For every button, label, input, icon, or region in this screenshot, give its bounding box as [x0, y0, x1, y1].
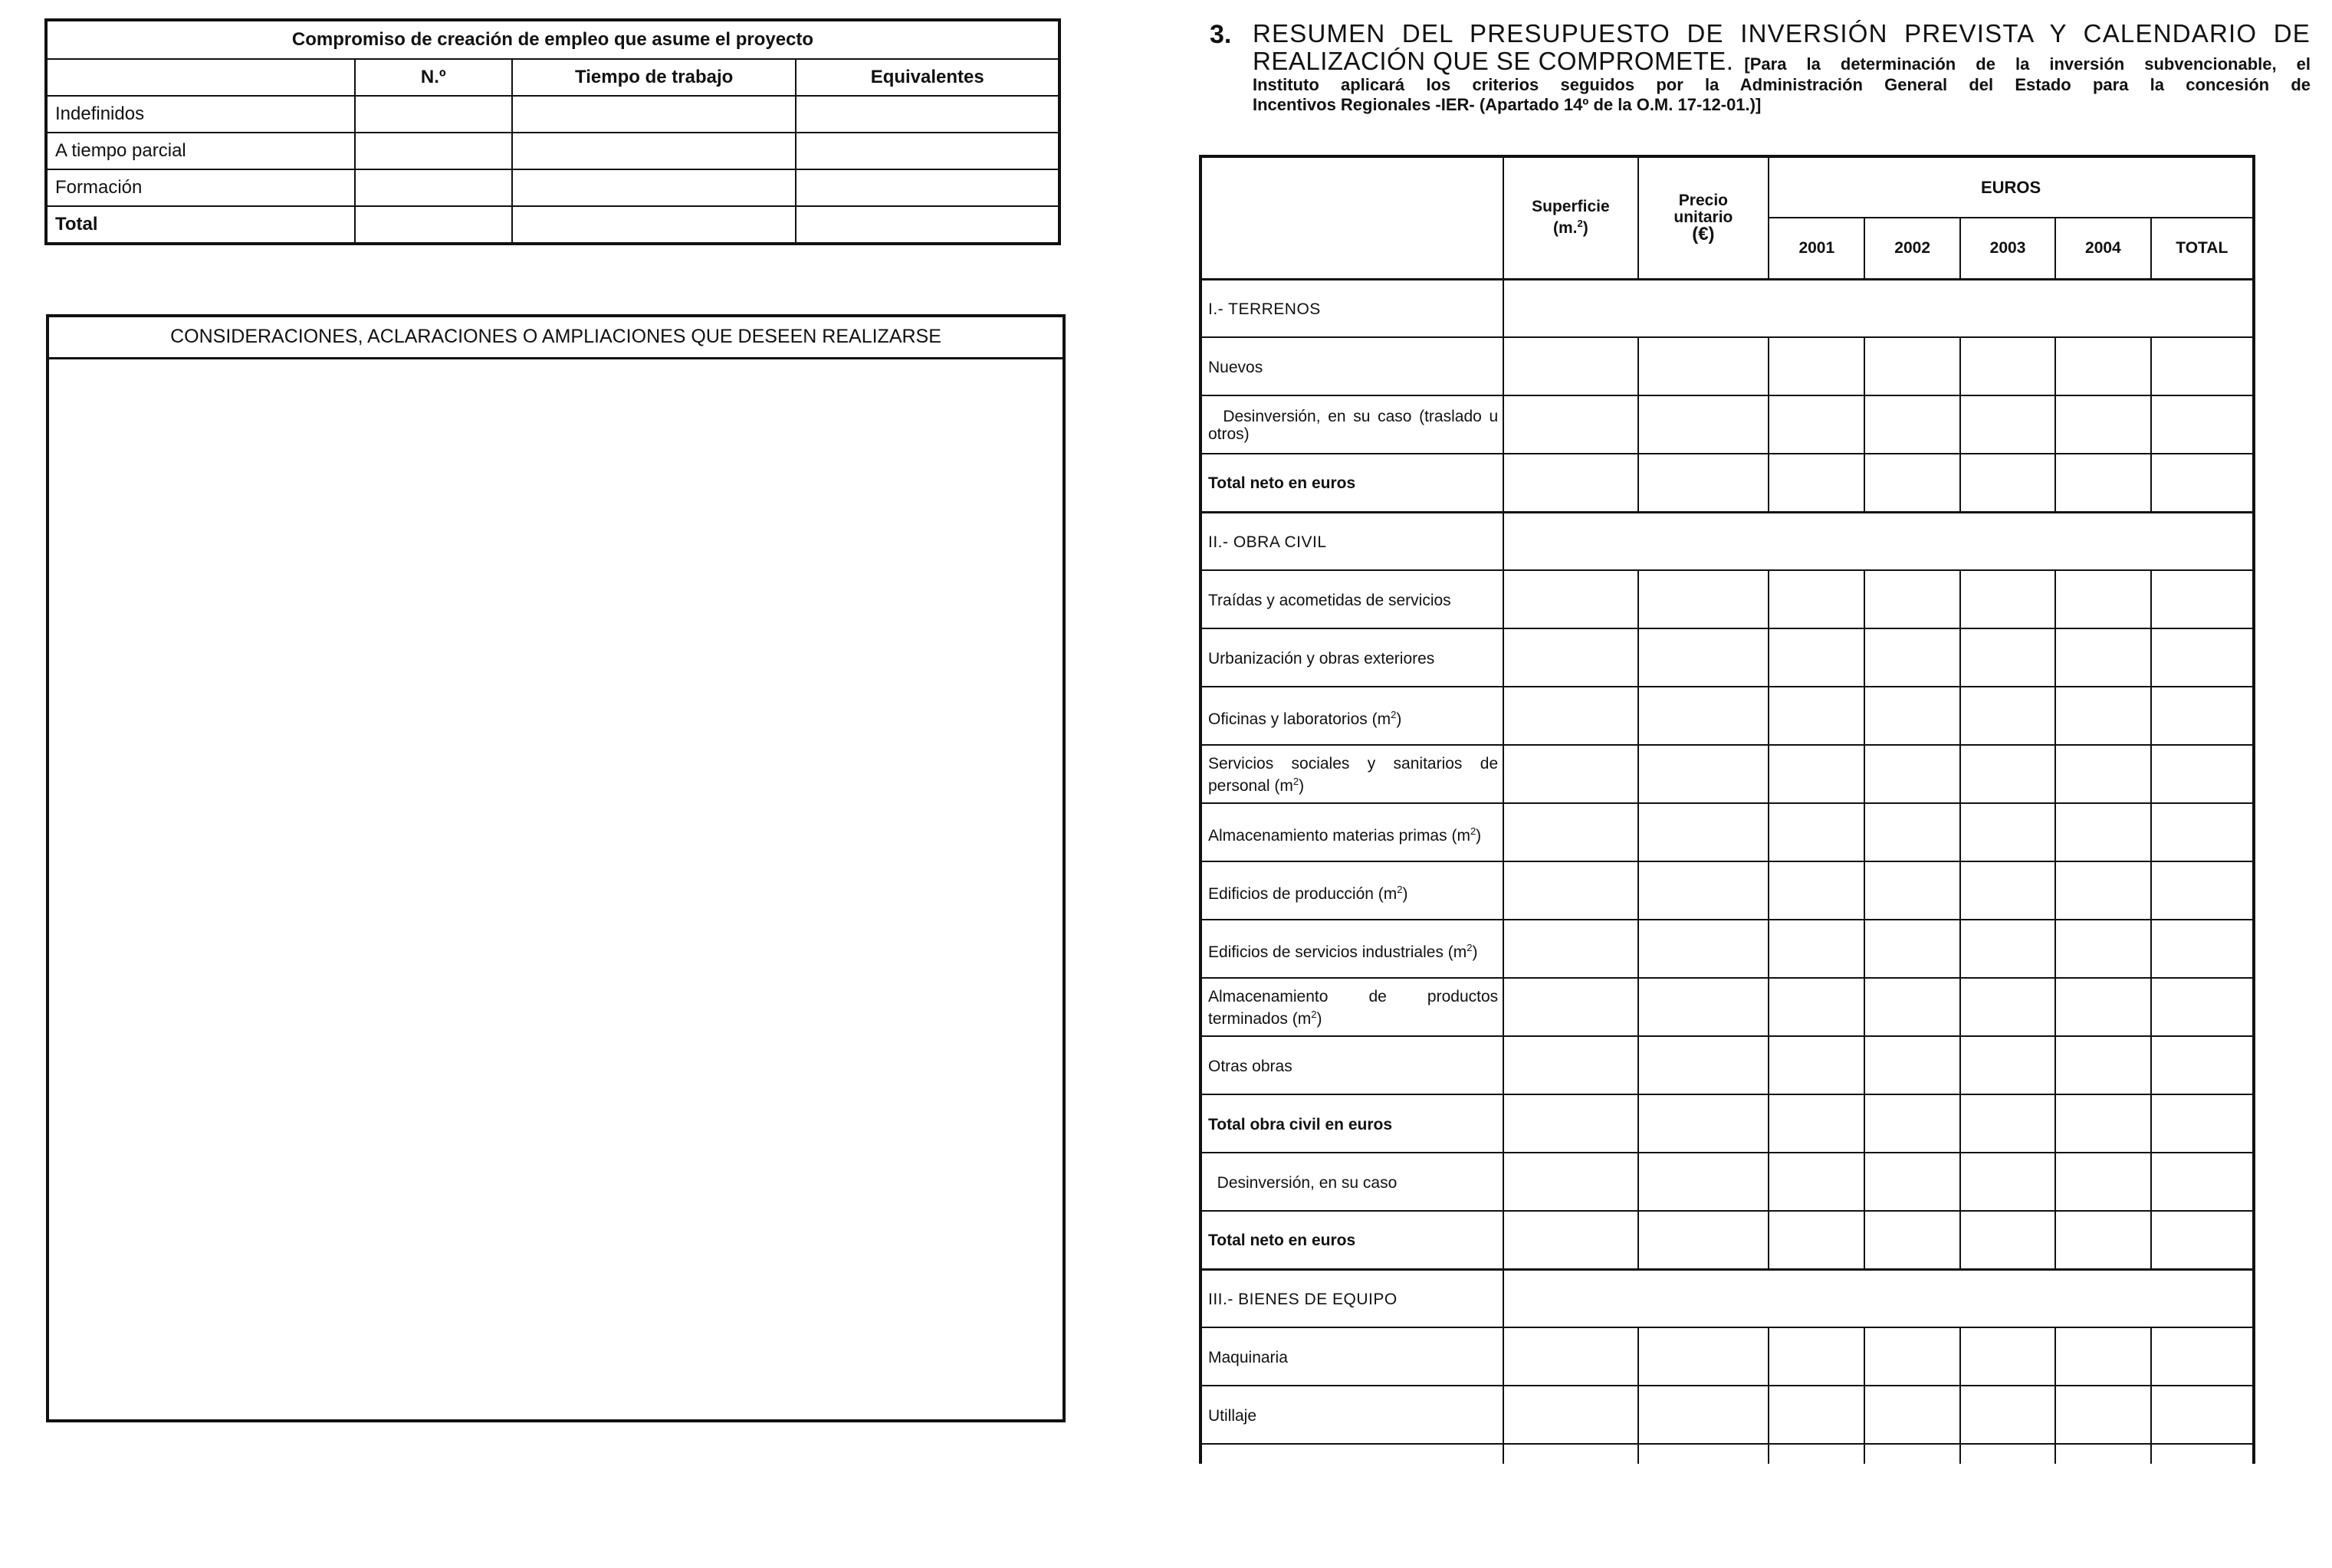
section-number: 3. [1210, 20, 1232, 49]
investment-budget-table [1199, 155, 2255, 1464]
unit-price-cell[interactable] [1638, 1036, 1769, 1094]
year-2004-cell[interactable] [2055, 1211, 2150, 1269]
row-label-text: II.- OBRA CIVIL [1208, 533, 1327, 551]
year-total-cell[interactable] [2151, 687, 2254, 745]
row-label-sup: 2 [1292, 776, 1299, 787]
year-2004-cell[interactable] [2055, 395, 2150, 454]
euros-header: EUROS [1769, 156, 2254, 218]
year-2003-cell[interactable] [1960, 745, 2055, 803]
cut-off-row [1200, 1444, 2254, 1464]
row-label-text: Desinversión, en su caso [1208, 1173, 1398, 1192]
year-2002-cell[interactable] [1864, 803, 1959, 861]
year-2003-cell[interactable] [1960, 1094, 2055, 1153]
row-label [1200, 1386, 1503, 1444]
row-label [1200, 395, 1503, 454]
section-title-line2 [1253, 48, 2311, 75]
year-2001-cell[interactable] [1769, 803, 1864, 861]
section-blank-cell [1503, 512, 2254, 570]
item-row [1200, 337, 2254, 395]
unit-price-cell[interactable] [1638, 803, 1769, 861]
year-2001-cell[interactable] [1769, 745, 1864, 803]
year-2002-cell[interactable] [1864, 1327, 1959, 1386]
row-label [1200, 861, 1503, 920]
row-label [1200, 279, 1503, 337]
cut-off-cell [1503, 1444, 1638, 1464]
row-label-text: Total neto en euros [1208, 474, 1356, 493]
year-2004-cell[interactable] [2055, 803, 2150, 861]
considerations-box [46, 314, 1066, 1422]
employment-row-label: Formación [46, 169, 355, 206]
year-2003-cell[interactable] [1960, 395, 2055, 454]
unit-price-cell[interactable] [1638, 1327, 1769, 1386]
year-2002-cell[interactable] [1864, 1211, 1959, 1269]
surface-unit: (m. [1553, 219, 1578, 238]
year-2003-cell[interactable] [1960, 978, 2055, 1036]
row-label [1200, 803, 1503, 861]
row-label [1200, 512, 1503, 570]
year-2001-cell[interactable] [1769, 1386, 1864, 1444]
year-total-cell[interactable] [2151, 395, 2254, 454]
unit-price-cell[interactable] [1638, 337, 1769, 395]
year-2004-cell[interactable] [2055, 337, 2150, 395]
price-unit: (€) [1692, 223, 1715, 244]
row-label-text: Edificios de servicios industriales (m [1208, 943, 1467, 961]
year-total-cell[interactable] [2151, 745, 2254, 803]
unit-price-header [1638, 156, 1769, 279]
year-total-cell[interactable] [2151, 978, 2254, 1036]
row-label-sup: 2 [1397, 883, 1403, 895]
cut-off-cell [1960, 1444, 2055, 1464]
employment-cell-equivalents[interactable] [796, 169, 1059, 206]
row-label-close: ) [1299, 777, 1305, 795]
row-label-text: Urbanización y obras exteriores [1208, 649, 1435, 668]
employment-cell-work-time[interactable] [512, 96, 796, 133]
year-2002-cell[interactable] [1864, 570, 1959, 628]
year-2004-header: 2004 [2055, 218, 2150, 279]
year-2001-cell[interactable] [1769, 1327, 1864, 1386]
year-2001-cell[interactable] [1769, 861, 1864, 920]
item-row [1200, 687, 2254, 745]
year-total-cell[interactable] [2151, 570, 2254, 628]
employment-cell-equivalents[interactable] [796, 206, 1059, 244]
row-label [1200, 978, 1503, 1036]
surface-unit-sup: 2 [1577, 218, 1583, 230]
employment-cell-work-time[interactable] [512, 169, 796, 206]
surface-cell[interactable] [1503, 920, 1638, 978]
year-total-cell[interactable] [2151, 1327, 2254, 1386]
row-label-text: Otras obras [1208, 1057, 1292, 1075]
section-note-part2: Instituto aplicará los criterios seguidos por la Administración General del Estado para la concesión de [1253, 75, 2311, 94]
year-total-cell[interactable] [2151, 920, 2254, 978]
year-2003-header: 2003 [1960, 218, 2055, 279]
year-2004-cell[interactable] [2055, 570, 2150, 628]
unit-price-cell[interactable] [1638, 570, 1769, 628]
year-total-cell[interactable] [2151, 803, 2254, 861]
year-2001-cell[interactable] [1769, 1094, 1864, 1153]
year-2002-cell[interactable] [1864, 861, 1959, 920]
unit-price-cell[interactable] [1638, 1386, 1769, 1444]
year-2003-cell[interactable] [1960, 337, 2055, 395]
year-2001-cell[interactable] [1769, 337, 1864, 395]
year-2003-cell[interactable] [1960, 1153, 2055, 1211]
surface-cell[interactable] [1503, 1211, 1638, 1269]
year-2004-cell[interactable] [2055, 1153, 2150, 1211]
year-2002-header: 2002 [1864, 218, 1959, 279]
unit-price-cell[interactable] [1638, 920, 1769, 978]
year-2002-cell[interactable] [1864, 745, 1959, 803]
employment-row-label: A tiempo parcial [46, 133, 355, 169]
surface-cell[interactable] [1503, 337, 1638, 395]
row-label-text: Total neto en euros [1208, 1232, 1356, 1250]
year-2004-cell[interactable] [2055, 1386, 2150, 1444]
row-label-close: ) [1472, 943, 1478, 961]
section-blank-cell [1503, 279, 2254, 337]
considerations-title: CONSIDERACIONES, ACLARACIONES O AMPLIACIONES QUE DESEEN REALIZARSE [49, 317, 1063, 359]
year-2003-cell[interactable] [1960, 454, 2055, 512]
surface-cell[interactable] [1503, 1094, 1638, 1153]
unit-price-cell[interactable] [1638, 978, 1769, 1036]
surface-label: Superficie [1532, 198, 1610, 216]
employment-row-label-total: Total [46, 206, 355, 244]
surface-cell[interactable] [1503, 628, 1638, 687]
year-2001-cell[interactable] [1769, 1211, 1864, 1269]
surface-cell[interactable] [1503, 978, 1638, 1036]
surface-unit-close: ) [1582, 219, 1588, 238]
unit-price-cell[interactable] [1638, 395, 1769, 454]
employment-header-blank [46, 59, 355, 96]
item-row [1200, 920, 2254, 978]
item-row [1200, 570, 2254, 628]
row-label-close: ) [1396, 710, 1402, 728]
year-total-cell[interactable] [2151, 1153, 2254, 1211]
employment-cell-number[interactable] [355, 206, 512, 244]
surface-cell[interactable] [1503, 1327, 1638, 1386]
unit-price-cell[interactable] [1638, 1094, 1769, 1153]
employment-table-title: Compromiso de creación de empleo que asume el proyecto [46, 20, 1059, 59]
surface-cell[interactable] [1503, 803, 1638, 861]
row-label-text: Servicios sociales y sanitarios de personal (m [1208, 755, 1503, 795]
row-label-text: III.- BIENES DE EQUIPO [1208, 1290, 1398, 1308]
year-2002-cell[interactable] [1864, 687, 1959, 745]
employment-cell-number[interactable] [355, 133, 512, 169]
year-2002-cell[interactable] [1864, 1036, 1959, 1094]
year-2002-cell[interactable] [1864, 628, 1959, 687]
row-label [1200, 1327, 1503, 1386]
cut-off-cell [2151, 1444, 2254, 1464]
total-row [1200, 1094, 2254, 1153]
item-row [1200, 861, 2254, 920]
year-2003-cell[interactable] [1960, 1386, 2055, 1444]
year-total-cell[interactable] [2151, 628, 2254, 687]
header-blank-cell [1200, 156, 1503, 279]
row-label-text: Total obra civil en euros [1208, 1115, 1393, 1133]
year-2004-cell[interactable] [2055, 1327, 2150, 1386]
year-2001-cell[interactable] [1769, 454, 1864, 512]
year-2002-cell[interactable] [1864, 454, 1959, 512]
row-label-text: Maquinaria [1208, 1348, 1288, 1366]
surface-cell[interactable] [1503, 1036, 1638, 1094]
employment-commitment-table [44, 18, 1061, 245]
row-label [1200, 570, 1503, 628]
surface-header [1503, 156, 1638, 279]
row-label-text: Edificios de producción (m [1208, 884, 1398, 903]
section-row [1200, 1269, 2254, 1327]
investment-table-body [1200, 279, 2254, 1464]
row-label-text: Desinversión, en su caso (traslado u otros) [1208, 408, 1503, 443]
section-row [1200, 279, 2254, 337]
unit-price-cell[interactable] [1638, 745, 1769, 803]
row-label-close: ) [1316, 1010, 1322, 1028]
year-total-cell[interactable] [2151, 1211, 2254, 1269]
year-2001-cell[interactable] [1769, 1153, 1864, 1211]
unit-price-cell[interactable] [1638, 1211, 1769, 1269]
row-label [1200, 687, 1503, 745]
year-2004-cell[interactable] [2055, 1036, 2150, 1094]
total-row [1200, 1211, 2254, 1269]
year-2003-cell[interactable] [1960, 803, 2055, 861]
row-label-close: ) [1476, 826, 1482, 845]
item-row [1200, 1327, 2254, 1386]
row-label-text: I.- TERRENOS [1208, 300, 1321, 318]
item-row [1200, 1036, 2254, 1094]
row-label-text: Oficinas y laboratorios (m [1208, 710, 1391, 728]
row-label-text: Almacenamiento materias primas (m [1208, 826, 1470, 845]
row-label-sup: 2 [1470, 825, 1476, 837]
row-label [1200, 628, 1503, 687]
item-row [1200, 628, 2254, 687]
surface-cell[interactable] [1503, 745, 1638, 803]
year-2003-cell[interactable] [1960, 1036, 2055, 1094]
year-2001-cell[interactable] [1769, 628, 1864, 687]
year-2003-cell[interactable] [1960, 628, 2055, 687]
year-2002-cell[interactable] [1864, 395, 1959, 454]
year-2001-cell[interactable] [1769, 570, 1864, 628]
year-2001-cell[interactable] [1769, 1036, 1864, 1094]
year-2003-cell[interactable] [1960, 570, 2055, 628]
row-label-sup: 2 [1467, 941, 1473, 953]
total-row [1200, 454, 2254, 512]
year-2003-cell[interactable] [1960, 687, 2055, 745]
year-2002-cell[interactable] [1864, 978, 1959, 1036]
year-2003-cell[interactable] [1960, 920, 2055, 978]
row-label-text: Nuevos [1208, 358, 1263, 376]
cut-off-cell [2055, 1444, 2150, 1464]
surface-cell[interactable] [1503, 454, 1638, 512]
section-note-part1: [Para la determinación de la inversión subvencionable, el [1744, 54, 2311, 74]
row-label-text: Almacenamiento de productos terminados (m [1208, 988, 1503, 1028]
cut-off-cell [1638, 1444, 1769, 1464]
year-total-cell[interactable] [2151, 337, 2254, 395]
employment-cell-work-time[interactable] [512, 206, 796, 244]
year-2003-cell[interactable] [1960, 1211, 2055, 1269]
section-blank-cell [1503, 1269, 2254, 1327]
year-total-cell[interactable] [2151, 1094, 2254, 1153]
employment-cell-work-time[interactable] [512, 133, 796, 169]
row-label [1200, 920, 1503, 978]
employment-cell-number[interactable] [355, 96, 512, 133]
year-2002-cell[interactable] [1864, 1386, 1959, 1444]
employment-row-label: Indefinidos [46, 96, 355, 133]
row-label [1200, 1036, 1503, 1094]
item-row [1200, 1386, 2254, 1444]
year-2001-cell[interactable] [1769, 978, 1864, 1036]
row-label [1200, 1211, 1503, 1269]
year-2001-cell[interactable] [1769, 687, 1864, 745]
year-2002-cell[interactable] [1864, 1153, 1959, 1211]
year-2002-cell[interactable] [1864, 920, 1959, 978]
year-2004-cell[interactable] [2055, 861, 2150, 920]
unit-price-cell[interactable] [1638, 861, 1769, 920]
item-row [1200, 1153, 2254, 1211]
surface-cell[interactable] [1503, 861, 1638, 920]
row-label-text: Traídas y acometidas de servicios [1208, 591, 1451, 609]
year-2003-cell[interactable] [1960, 1327, 2055, 1386]
employment-cell-number[interactable] [355, 169, 512, 206]
employment-header-work-time: Tiempo de trabajo [512, 59, 796, 96]
item-row [1200, 395, 2254, 454]
row-label-text: Utillaje [1208, 1406, 1257, 1425]
section-title-line2-text: REALIZACIÓN QUE SE COMPROMETE. [1253, 47, 1734, 75]
row-label [1200, 454, 1503, 512]
year-2001-cell[interactable] [1769, 395, 1864, 454]
employment-header-equivalents: Equivalentes [796, 59, 1059, 96]
year-2004-cell[interactable] [2055, 745, 2150, 803]
row-label [1200, 1269, 1503, 1327]
item-row [1200, 803, 2254, 861]
unit-price-cell[interactable] [1638, 454, 1769, 512]
year-2002-cell[interactable] [1864, 337, 1959, 395]
year-2003-cell[interactable] [1960, 861, 2055, 920]
year-total-cell[interactable] [2151, 454, 2254, 512]
year-total-header: TOTAL [2151, 218, 2254, 279]
surface-cell[interactable] [1503, 395, 1638, 454]
year-2004-cell[interactable] [2055, 628, 2150, 687]
surface-cell[interactable] [1503, 1153, 1638, 1211]
employment-cell-equivalents[interactable] [796, 133, 1059, 169]
surface-cell[interactable] [1503, 570, 1638, 628]
year-total-cell[interactable] [2151, 1386, 2254, 1444]
section-3-heading [1210, 20, 2311, 115]
row-label-sup: 2 [1391, 708, 1397, 720]
row-label-close: ) [1402, 884, 1408, 903]
item-row [1200, 978, 2254, 1036]
cut-off-cell [1864, 1444, 1959, 1464]
section-row [1200, 512, 2254, 570]
row-label [1200, 337, 1503, 395]
cut-off-cell [1200, 1444, 1503, 1464]
section-note-part3: Incentivos Regionales -IER- (Apartado 14º de la O.M. 17-12-01.)] [1253, 95, 1762, 114]
year-2002-cell[interactable] [1864, 1094, 1959, 1153]
row-label [1200, 1153, 1503, 1211]
row-label [1200, 1094, 1503, 1153]
unit-price-cell[interactable] [1638, 687, 1769, 745]
year-2004-cell[interactable] [2055, 978, 2150, 1036]
year-2001-cell[interactable] [1769, 920, 1864, 978]
surface-cell[interactable] [1503, 687, 1638, 745]
price-label: Precio [1678, 191, 1728, 209]
row-label-sup: 2 [1311, 1009, 1317, 1020]
year-total-cell[interactable] [2151, 1036, 2254, 1094]
year-2004-cell[interactable] [2055, 687, 2150, 745]
year-2001-header: 2001 [1769, 218, 1864, 279]
year-2004-cell[interactable] [2055, 454, 2150, 512]
year-2004-cell[interactable] [2055, 1094, 2150, 1153]
unit-price-cell[interactable] [1638, 628, 1769, 687]
surface-cell[interactable] [1503, 1386, 1638, 1444]
price-label2: unitario [1673, 208, 1733, 226]
row-label [1200, 745, 1503, 803]
section-title-line1: RESUMEN DEL PRESUPUESTO DE INVERSIÓN PREVISTA Y CALENDARIO DE [1253, 19, 2311, 48]
employment-header-number: N.º [355, 59, 512, 96]
year-total-cell[interactable] [2151, 861, 2254, 920]
unit-price-cell[interactable] [1638, 1153, 1769, 1211]
considerations-text-area[interactable] [49, 359, 1063, 1417]
item-row [1200, 745, 2254, 803]
employment-cell-equivalents[interactable] [796, 96, 1059, 133]
year-2004-cell[interactable] [2055, 920, 2150, 978]
cut-off-cell [1769, 1444, 1864, 1464]
